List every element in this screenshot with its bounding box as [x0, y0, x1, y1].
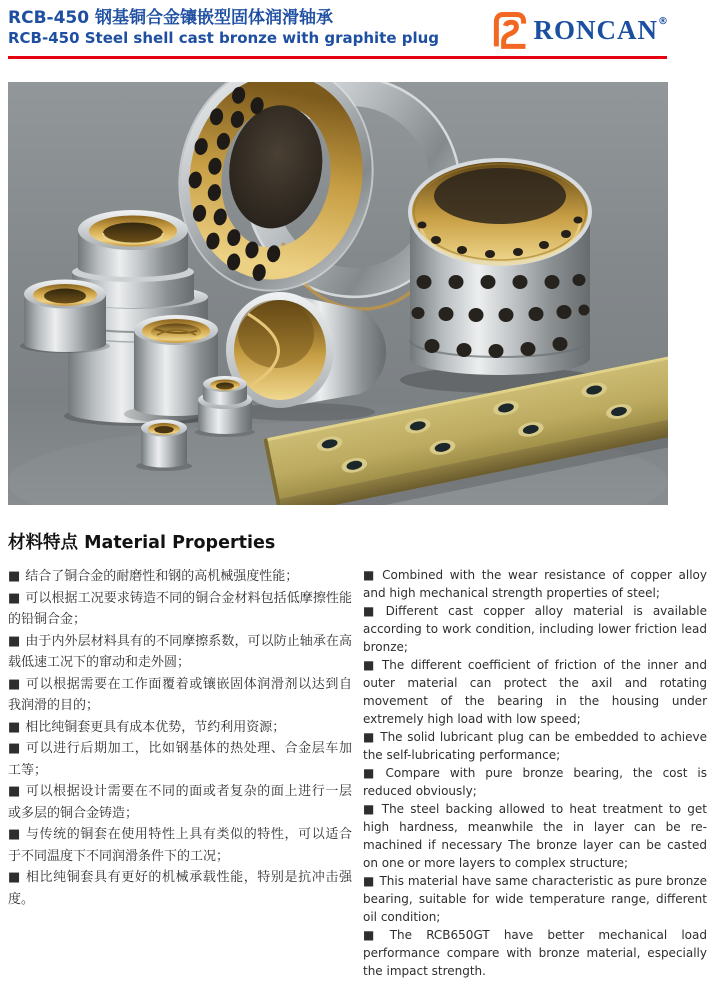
bullet-square-icon: ■	[363, 604, 381, 618]
bullet-square-icon: ■	[363, 730, 376, 744]
bullet-square-icon: ■	[8, 569, 21, 584]
property-text: The RCB650GT have better mechanical load performance compare with bronze material, especially the impact strength.	[363, 928, 707, 978]
property-item-en	[363, 602, 707, 656]
property-text: 可以根据需要在工作面覆着或镶嵌固体润滑剂以达到自 我润滑的目的；	[8, 676, 352, 713]
property-text: 可以进行后期加工，比如钢基体的热处理、合金层车加 工等；	[8, 741, 352, 778]
bearings-photo-illustration	[8, 82, 668, 505]
property-text: 与传统的铜套在使用特性上具有类似的特性，可以适合 于不同温度下不同润滑条件下的工况；	[8, 827, 352, 864]
red-divider	[8, 56, 667, 59]
property-text: Different cast copper alloy material is available according to work condition, including lower friction lead bronze;	[363, 604, 707, 654]
bullet-square-icon: ■	[363, 568, 378, 582]
property-item-zh	[8, 631, 352, 674]
properties-list-zh	[8, 566, 352, 980]
page-header	[8, 7, 707, 55]
bullet-square-icon: ■	[8, 676, 21, 692]
property-item-zh	[8, 674, 352, 717]
property-item-en	[363, 872, 707, 926]
property-text: 可以根据设计需要在不同的面或者复杂的面上进行一层 或多层的铜合金铸造；	[8, 784, 352, 821]
section-heading: 材料特点 Material Properties	[8, 533, 276, 553]
property-text: 可以根据工况要求铸造不同的铜合金材料包括低摩擦性能的铅铜合金；	[8, 590, 352, 627]
bullet-square-icon: ■	[8, 633, 21, 649]
property-item-en	[363, 926, 707, 980]
bullet-square-icon: ■	[8, 741, 21, 756]
property-text: 结合了铜合金的耐磨性和钢的高机械强度性能；	[25, 569, 299, 584]
property-item-zh	[8, 738, 352, 781]
properties-list-en	[363, 566, 707, 980]
bullet-square-icon: ■	[363, 766, 381, 780]
roncan-logo-icon	[490, 9, 530, 51]
bullet-square-icon: ■	[363, 874, 375, 888]
property-item-zh	[8, 588, 352, 631]
property-item-en	[363, 728, 707, 764]
property-item-en	[363, 566, 707, 602]
product-photo	[8, 82, 668, 505]
bullet-square-icon: ■	[8, 870, 21, 885]
bullet-square-icon: ■	[8, 784, 21, 799]
property-item-en	[363, 764, 707, 800]
bullet-square-icon: ■	[363, 928, 385, 942]
property-item-zh	[8, 566, 352, 588]
properties-columns	[8, 566, 707, 980]
property-text: Combined with the wear resistance of copper alloy and high mechanical strength properties of steel;	[363, 568, 707, 600]
property-item-zh	[8, 867, 352, 910]
bullet-square-icon: ■	[363, 802, 377, 816]
property-text: This material have same characteristic as pure bronze bearing, suitable for wide temperature range, different oil condition;	[363, 874, 707, 924]
brand-name: RONCAN	[533, 15, 658, 45]
property-text: The solid lubricant plug can be embedded to achieve the self-lubricating performance;	[363, 730, 707, 762]
property-item-zh	[8, 781, 352, 824]
property-text: Compare with pure bronze bearing, the cost is reduced obviously;	[363, 766, 707, 798]
bullet-square-icon: ■	[8, 719, 21, 735]
page-title-en: RCB-450 Steel shell cast bronze with graphite plug	[8, 29, 440, 47]
property-item-en	[363, 800, 707, 872]
property-item-zh	[8, 824, 352, 867]
bullet-square-icon: ■	[8, 827, 21, 842]
bullet-square-icon: ■	[8, 590, 21, 606]
property-text: 由于内外层材料具有的不同摩擦系数，可以防止轴承在高载低速工况下的窜动和走外圆；	[8, 633, 352, 670]
property-text: 相比纯铜套具有更好的机械承载性能，特别是抗冲击强度。	[8, 870, 352, 907]
registered-trademark-icon: ®	[658, 15, 668, 27]
property-text: The different coefficient of friction of the inner and outer material can protect the axil and rotating movement of the bearing in the housing under extremely high load with low speed;	[363, 658, 707, 726]
property-item-zh	[8, 717, 352, 739]
property-text: The steel backing allowed to heat treatment to get high hardness, meanwhile the in layer can be re-machined if necessary The bronze layer can be casted on one or more layers to complex structure;	[363, 802, 708, 870]
brand-logo	[490, 9, 669, 51]
property-text: 相比纯铜套更具有成本优势，节约利用资源；	[25, 719, 286, 735]
bullet-square-icon: ■	[363, 658, 377, 672]
property-item-en	[363, 656, 707, 728]
page-title-zh: RCB-450 钢基铜合金镶嵌型固体润滑轴承	[8, 8, 333, 28]
